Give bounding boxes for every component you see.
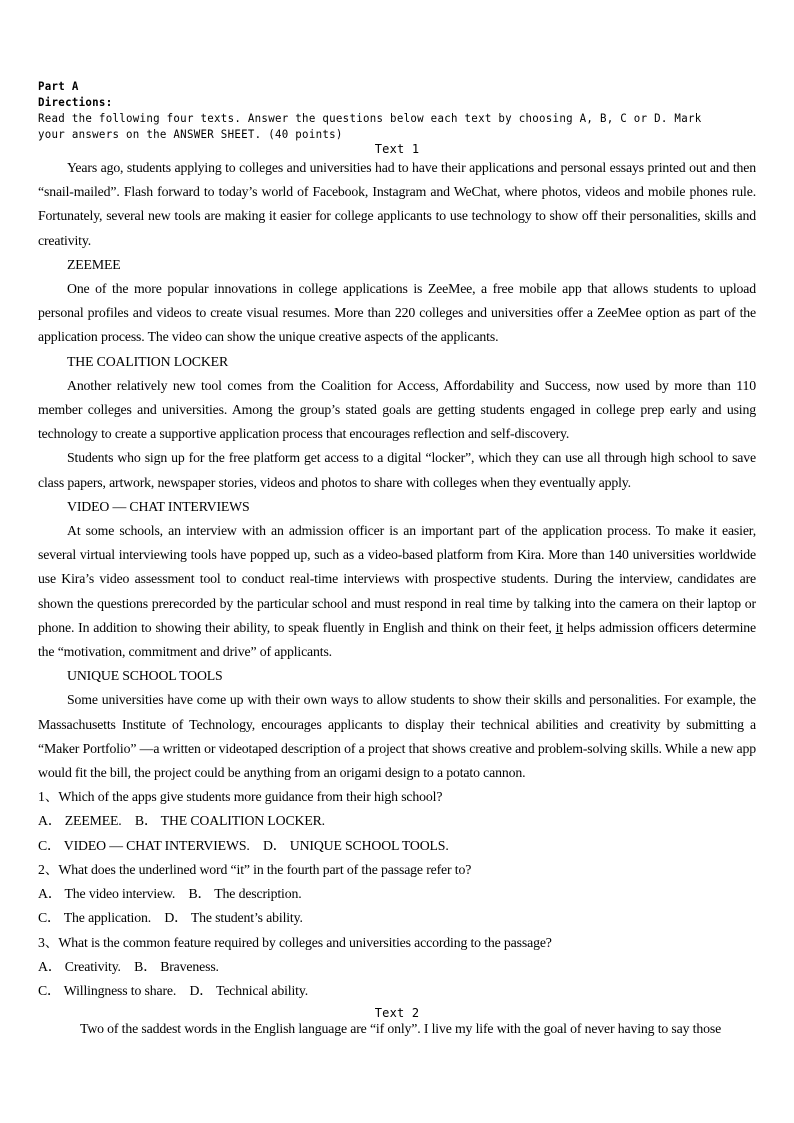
question-3 (38, 931, 756, 955)
option-text: Creativity. (64, 958, 121, 974)
option-text: The video interview. (64, 886, 176, 902)
option-letter: C． (38, 837, 61, 853)
option-letter: A． (38, 813, 62, 829)
text-1-body (38, 156, 756, 1003)
part-label: Part A (38, 79, 79, 93)
question-1 (38, 785, 756, 809)
question-3-text: What is the common feature required by colleges and universities according to the passage? (58, 934, 552, 950)
option-letter: B． (188, 886, 212, 902)
underlined-word-it: it (555, 619, 563, 635)
option-text: THE COALITION LOCKER. (160, 813, 325, 829)
question-2-text: What does the underlined word “it” in the fourth part of the passage refer to? (58, 861, 472, 877)
directions-label: Directions: (38, 95, 113, 109)
section-heading-unique-tools: UNIQUE SCHOOL TOOLS (67, 668, 223, 684)
section-heading-zeemee: ZEEMEE (67, 256, 121, 272)
text-2-title: Text 2 (374, 1006, 420, 1021)
q3-option-c[interactable] (38, 983, 176, 998)
q2-option-c[interactable] (38, 910, 151, 925)
option-letter: D． (164, 910, 188, 926)
option-text: ZEEMEE. (64, 813, 122, 829)
video-chat-text-before: At some schools, an interview with an admission officer is an important part of the application process. To make it easier, several virtual interviewing tools have popped up, such as a video-based platform from Kira. More than 140 universities worldwide use Kira’s video assessment tool to conduct real-time interviews with prospective students. During the interview, candidates are shown the questions prerecorded by the particular school and must respond in real time by talking into the camera on their laptop or phone. In addition to showing their ability, to speak fluently in English and think on their feet, (38, 523, 756, 635)
q1-option-d[interactable] (263, 838, 449, 853)
option-text: The application. (63, 910, 152, 926)
option-text: The description. (214, 886, 302, 902)
text-2-first-line: Two of the saddest words in the English language are “if only”. I live my life with the goal of never having to say those (80, 1021, 722, 1037)
question-3-options-cd (38, 979, 756, 1003)
question-1-options-cd (38, 834, 756, 858)
text-1-title: Text 1 (374, 142, 420, 156)
question-2-options-ab (38, 882, 756, 906)
question-3-number: 3、 (38, 934, 59, 950)
option-letter: A． (38, 958, 62, 974)
question-2 (38, 858, 756, 882)
unique-tools-paragraph: Some universities have come up with their own ways to allow students to show their skills and personalities. For example, the Massachusetts Institute of Technology, encourages applicants to display their technical abilities and creativity by submitting a “Maker Portfolio” —a written or videotaped description of a project that shows creative and problem-solving skills. While a new app would fit the bill, the project could be anything from an origami design to a potato cannon. (38, 692, 756, 781)
option-letter: B． (134, 958, 157, 974)
intro-paragraph: Years ago, students applying to colleges and universities had to have their applications and personal essays printed out and then “snail-mailed”. Flash forward to today’s world of Facebook, Instagram and WeChat, where photos, videos and mobile phones rule. Fortunately, several new tools are making it easier for college applicants to use technology to show off their personalities, skills and creativity. (38, 160, 756, 248)
video-chat-paragraph (38, 519, 756, 664)
option-text: The student’s ability. (190, 910, 303, 926)
coalition-paragraph-2: Students who sign up for the free platform get access to a digital “locker”, which they can use all through high school to save class papers, artwork, newspaper stories, videos and photos to share with colleges when they eventually apply. (38, 450, 756, 490)
section-heading-video-chat: VIDEO — CHAT INTERVIEWS (67, 498, 250, 514)
option-text: UNIQUE SCHOOL TOOLS. (289, 837, 449, 853)
option-text: Willingness to share. (63, 982, 177, 998)
option-text: Technical ability. (216, 982, 308, 998)
q3-option-d[interactable] (189, 983, 308, 998)
q3-option-b[interactable] (134, 959, 219, 974)
coalition-paragraph-1: Another relatively new tool comes from the Coalition for Access, Affordability and Success, now used by more than 110 member colleges and universities. Among the group’s stated goals are getting students engaged in college prep early and using technology to create a supportive application process that encourages reflection and self-discovery. (38, 377, 756, 442)
directions-line-2: your answers on the ANSWER SHEET. (40 points) (38, 127, 343, 141)
section-heading-coalition-locker: THE COALITION LOCKER (67, 353, 229, 369)
q1-option-a[interactable] (38, 813, 122, 828)
question-1-number: 1、 (38, 789, 59, 805)
q1-option-c[interactable] (38, 838, 250, 853)
question-2-options-cd (38, 906, 756, 930)
option-text: VIDEO — CHAT INTERVIEWS. (63, 837, 250, 853)
option-letter: C． (38, 910, 61, 926)
q2-option-d[interactable] (164, 910, 302, 925)
option-text: Braveness. (160, 958, 219, 974)
q1-option-b[interactable] (135, 813, 325, 828)
option-letter: C． (38, 982, 61, 998)
video-chat-text-after: helps admission officers determine the “motivation, commitment and drive” of applicants. (38, 619, 757, 660)
directions-line-1: Read the following four texts. Answer the questions below each text by choosing A, B, C or D. Mark (38, 111, 702, 125)
question-1-options-ab (38, 809, 756, 833)
exam-page (38, 78, 756, 1038)
question-3-options-ab (38, 955, 756, 979)
q2-option-b[interactable] (189, 886, 302, 901)
option-letter: D． (262, 837, 287, 853)
question-1-text: Which of the apps give students more guidance from their high school? (58, 789, 443, 805)
q3-option-a[interactable] (38, 959, 121, 974)
option-letter: B． (134, 813, 158, 829)
zeemee-paragraph: One of the more popular innovations in college applications is ZeeMee, a free mobile app that allows students to upload personal profiles and videos to create visual resumes. More than 220 colleges and universities offer a ZeeMee option as part of the application process. The video can show the unique creative aspects of the applicants. (38, 281, 756, 345)
question-2-number: 2、 (38, 861, 59, 877)
option-letter: D． (189, 982, 213, 998)
option-letter: A． (38, 886, 62, 902)
q2-option-a[interactable] (38, 886, 175, 901)
